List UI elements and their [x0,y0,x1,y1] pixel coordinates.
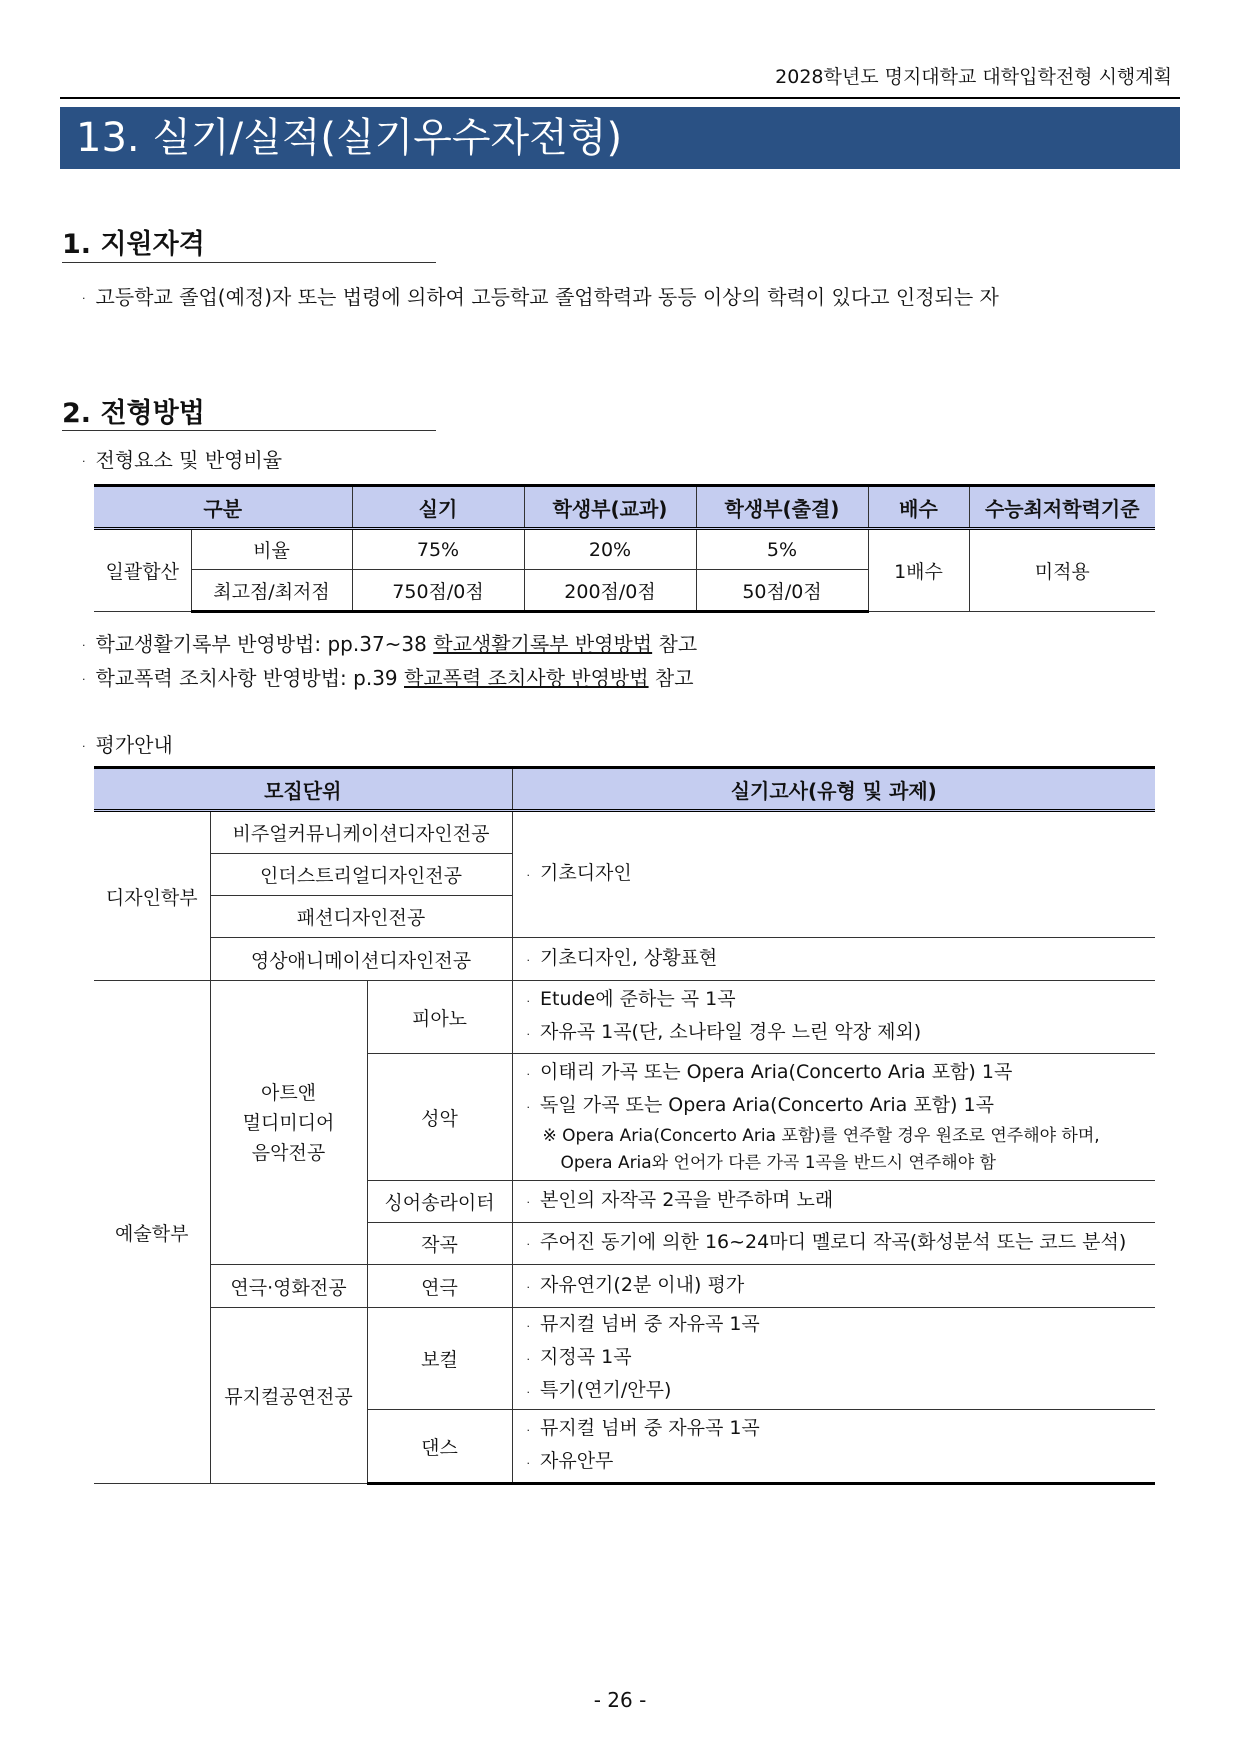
ratio-header-practical: 실기 [352,486,524,529]
task-text: 뮤지컬 넘버 중 자유곡 1곡 [540,1313,760,1335]
ratio-row-label: 최고점/최저점 [191,570,352,612]
ref2-suffix: 참고 [648,666,694,690]
task-cell [512,1410,1155,1484]
task-text: 본인의 자작곡 2곡을 반주하며 노래 [540,1189,834,1211]
task-text: 지정곡 1곡 [540,1346,632,1368]
ratio-cell: 20% [524,529,696,570]
bullet-icon: · [82,740,86,753]
bullet-icon: · [82,673,86,686]
eligibility-text [82,281,999,310]
ref2-link[interactable]: 학교폭력 조치사항 반영방법 [404,666,649,690]
bullet-icon: · [82,455,86,468]
task-cell [512,811,1155,938]
bullet-icon: · [526,1068,530,1081]
vocal-note: ※ Opera Aria(Concerto Aria 포함)를 연주할 경우 원조로 연주해야 하며, Opera Aria와 언어가 다른 가곡 1곡을 반드시 연주해야 함 [542,1126,1100,1173]
task-text: 기초디자인 [540,862,632,884]
section1-title: 1. 지원자격 [62,229,205,260]
bullet-icon: · [526,1028,530,1041]
section2-rule [62,430,436,431]
bullet-icon: · [526,1424,530,1437]
bullet-icon: · [526,1196,530,1209]
task-cell [512,981,1155,1054]
ratio-header-multiple: 배수 [868,486,969,529]
major-cell: 패션디자인전공 [210,896,512,938]
ratio-cell: 5% [696,529,868,570]
task-text: 뮤지컬 넘버 중 자유곡 1곡 [540,1417,760,1439]
page-number: - 26 - [593,1688,647,1712]
task-cell [512,1308,1155,1410]
ratio-header-category: 구분 [94,486,352,529]
sub-heading-ratio [82,444,282,473]
major-cell: 비주얼커뮤니케이션디자인전공 [210,811,512,854]
track-vocal: 성악 [367,1054,512,1181]
ref1-link[interactable]: 학교생활기록부 반영방법 [433,632,653,656]
eval-header-unit: 모집단위 [94,768,512,811]
ratio-cell: 200점/0점 [524,570,696,612]
ratio-cell: 75% [352,529,524,570]
task-cell [512,1181,1155,1223]
section1-rule [62,262,436,263]
major-music-line: 음악전공 [251,1141,326,1164]
track-compose: 작곡 [367,1223,512,1265]
bullet-icon: · [526,869,530,882]
ratio-table [94,484,1155,613]
bullet-icon: · [82,639,86,652]
ratio-row-label: 비율 [191,529,352,570]
task-text: 자유연기(2분 이내) 평가 [540,1273,745,1296]
header-rule [60,97,1180,99]
task-text: 기초디자인, 상황표현 [540,946,718,969]
dept-arts: 예술학부 [94,981,210,1484]
ref1-prefix: 학교생활기록부 반영방법: pp.37~38 [95,632,434,656]
task-text: 자유곡 1곡(단, 소나타일 경우 느린 악장 제외) [540,1021,922,1043]
task-cell [512,1054,1155,1181]
task-text: Etude에 준하는 곡 1곡 [540,988,736,1010]
major-cell: 영상애니메이션디자인전공 [210,938,512,981]
bullet-icon: · [526,1353,530,1366]
sub-heading-evaluation [82,729,173,758]
major-theater: 연극·영화전공 [210,1265,367,1308]
reference-record [82,628,697,657]
task-text: 이태리 가곡 또는 Opera Aria(Concerto Aria 포함) 1곡 [540,1061,1013,1083]
dept-design: 디자인학부 [94,811,210,981]
ratio-cell: 50점/0점 [696,570,868,612]
running-header: 2028학년도 명지대학교 대학입학전형 시행계획 [775,66,1172,88]
major-musical: 뮤지컬공연전공 [210,1308,367,1484]
major-music [210,981,367,1265]
major-cell: 인더스트리얼디자인전공 [210,854,512,896]
track-vocal2: 보컬 [367,1308,512,1410]
ref2-prefix: 학교폭력 조치사항 반영방법: p.39 [95,666,405,690]
track-theater: 연극 [367,1265,512,1308]
major-music-line: 아트앤 [260,1081,317,1104]
task-cell [512,1223,1155,1265]
track-singer: 싱어송라이터 [367,1181,512,1223]
evaluation-table [94,766,1155,1485]
eval-header-task: 실기고사(유형 및 과제) [512,768,1155,811]
ratio-multiple: 1배수 [868,529,969,612]
ratio-header-grades: 학생부(교과) [524,486,696,529]
task-text: 독일 가곡 또는 Opera Aria(Concerto Aria 포함) 1곡 [540,1094,994,1116]
ratio-cell: 750점/0점 [352,570,524,612]
ratio-csat: 미적용 [969,529,1155,612]
task-text: 특기(연기/안무) [540,1379,672,1401]
bullet-icon: · [526,1280,530,1294]
bullet-icon: · [82,292,86,305]
eligibility-desc: 고등학교 졸업(예정)자 또는 법령에 의하여 고등학교 졸업학력과 동등 이상의 학력이 있다고 인정되는 자 [95,285,999,309]
bullet-icon: · [526,953,530,967]
reference-violence [82,662,694,691]
bullet-icon: · [526,1320,530,1333]
sub-heading-ratio-text: 전형요소 및 반영비율 [95,448,283,472]
bullet-icon: · [526,1101,530,1114]
ratio-group: 일괄합산 [94,529,191,612]
ratio-header-attendance: 학생부(출결) [696,486,868,529]
track-piano: 피아노 [367,981,512,1054]
bullet-icon: · [526,1386,530,1399]
ref1-suffix: 참고 [652,632,698,656]
bullet-icon: · [526,1238,530,1251]
task-cell [512,938,1155,981]
task-text: 주어진 동기에 의한 16~24마디 멜로디 작곡(화성분석 또는 코드 분석) [540,1231,1127,1253]
task-cell [512,1265,1155,1308]
chapter-banner: 13. 실기/실적(실기우수자전형) [60,107,1180,169]
task-text: 자유안무 [540,1450,614,1472]
track-dance: 댄스 [367,1410,512,1484]
sub-heading-evaluation-text: 평가안내 [95,733,173,757]
major-music-line: 멀디미디어 [242,1111,335,1134]
section2-title: 2. 전형방법 [62,398,205,429]
ratio-header-csat: 수능최저학력기준 [969,486,1155,529]
bullet-icon: · [526,995,530,1008]
bullet-icon: · [526,1457,530,1470]
